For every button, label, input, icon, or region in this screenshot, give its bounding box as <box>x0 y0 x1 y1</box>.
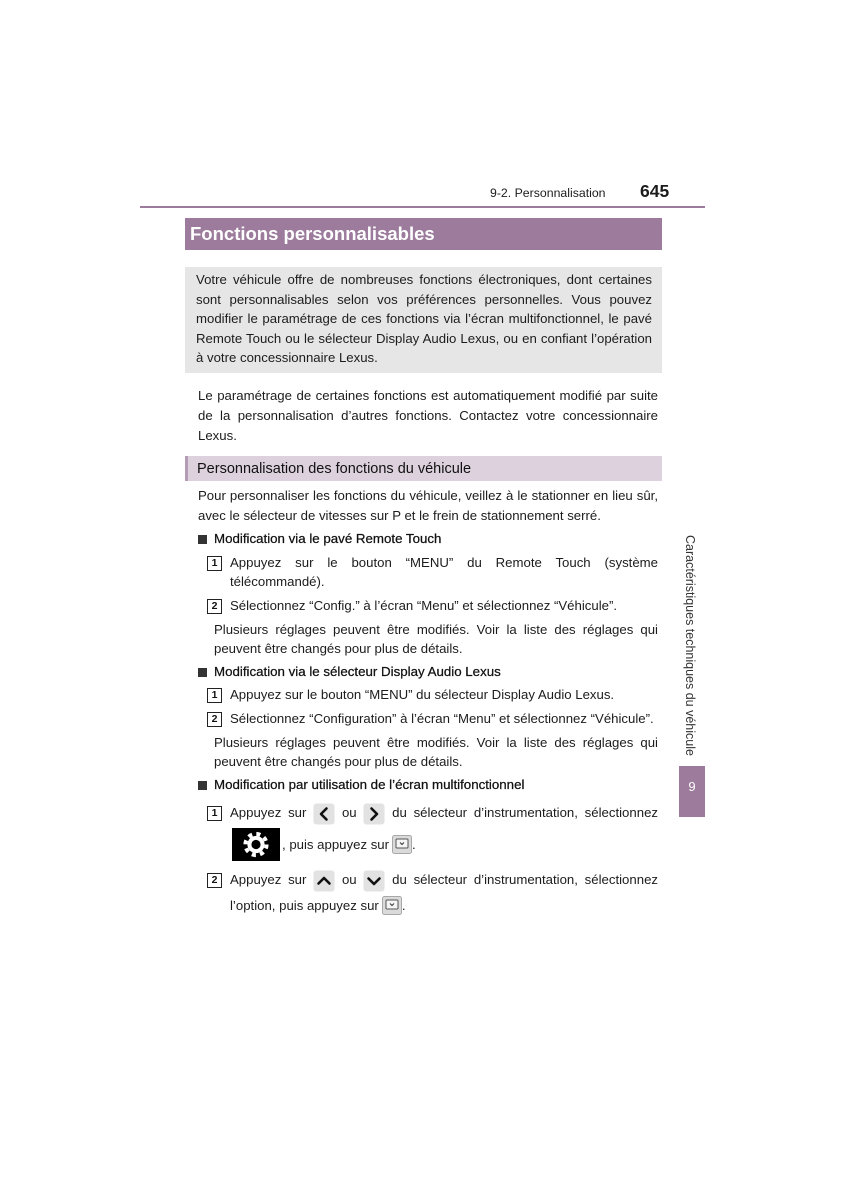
step-text: Sélectionnez “Configuration” à l’écran “Menu” et sélectionnez “Véhicule”. <box>230 711 654 726</box>
step-text <box>230 800 658 826</box>
note-line: Lexus. <box>198 428 237 443</box>
prerequisite-line: avec le sélecteur de vitesses sur P et le frein de stationnement serré. <box>198 508 601 523</box>
step-text-part: , puis appuyez sur <box>282 837 390 852</box>
method-note: peuvent être changés pour plus de détails. <box>214 754 463 769</box>
step-number: 2 <box>207 599 222 614</box>
method-heading: Modification par utilisation de l’écran multifonctionnel <box>214 777 525 792</box>
step-text: télécommandé). <box>230 574 325 589</box>
method-note: Plusieurs réglages peuvent être modifiés. Voir la liste des réglages qui <box>214 735 658 750</box>
section-title-bar <box>185 218 662 250</box>
step-continuation <box>230 894 406 916</box>
step-continuation <box>232 828 416 861</box>
bullet-square-icon <box>198 781 207 790</box>
chapter-tab <box>679 766 705 817</box>
step-text-part: Appuyez sur <box>230 872 307 887</box>
step-text-part: ou <box>341 805 357 820</box>
page-number: 645 <box>640 181 670 201</box>
chevron-down-icon <box>363 870 385 892</box>
step-number: 1 <box>207 688 222 703</box>
chevron-right-icon <box>363 803 385 825</box>
section-title: Fonctions personnalisables <box>190 223 435 244</box>
bullet-square-icon <box>198 668 207 677</box>
intro-line: Remote Touch ou le sélecteur Display Audio Lexus, ou en confiant l’opération <box>196 330 652 346</box>
chapter-number: 9 <box>688 779 696 794</box>
chevron-up-icon <box>313 870 335 892</box>
bullet-square-icon <box>198 535 207 544</box>
step-text-part: l’option, puis appuyez sur <box>230 897 379 913</box>
enter-button-icon <box>382 896 402 915</box>
step-number: 1 <box>207 556 222 571</box>
method-heading: Modification via le sélecteur Display Audio Lexus <box>214 664 501 679</box>
step-text: Appuyez sur le bouton “MENU” du sélecteur Display Audio Lexus. <box>230 687 615 702</box>
step-number: 2 <box>207 712 222 727</box>
step-text <box>230 867 658 893</box>
note-line: Le paramétrage de certaines fonctions est automatiquement modifié par suite <box>198 388 658 403</box>
header-rule <box>140 206 705 208</box>
step-number: 2 <box>207 873 222 888</box>
step-number: 1 <box>207 806 222 821</box>
note-line: de la personnalisation d’autres fonctions. Contactez votre concessionnaire <box>198 408 658 423</box>
step-text-part: . <box>401 897 406 913</box>
subheading: Personnalisation des fonctions du véhicule <box>197 461 472 477</box>
step-text-part: du sélecteur d’instrumentation, sélectionnez <box>392 805 658 820</box>
intro-line: à votre concessionnaire Lexus. <box>196 350 378 365</box>
step-text-part: ou <box>341 872 357 887</box>
step-text: Sélectionnez “Config.” à l’écran “Menu” et sélectionnez “Véhicule”. <box>230 598 618 613</box>
step-text-part: Appuyez sur <box>230 805 307 820</box>
chevron-left-icon <box>313 803 335 825</box>
intro-line: modifier le paramétrage de ces fonctions via l’écran multifonctionnel, le pavé <box>196 311 652 326</box>
enter-button-icon <box>392 835 412 854</box>
intro-line: sont personnalisables selon vos préférences personnelles. Vous pouvez <box>196 291 652 307</box>
method-heading: Modification via le pavé Remote Touch <box>214 531 442 546</box>
step-text-part: . <box>412 837 416 852</box>
chapter-title-vertical: Caractéristiques techniques du véhicule <box>683 535 697 756</box>
settings-gear-icon <box>232 828 280 861</box>
running-header-section: 9-2. Personnalisation <box>490 186 606 200</box>
intro-line: Votre véhicule offre de nombreuses fonctions électroniques, dont certaines <box>196 272 652 287</box>
step-text-part: du sélecteur d’instrumentation, sélectionnez <box>392 872 658 887</box>
method-note: peuvent être changés pour plus de détails. <box>214 641 463 656</box>
prerequisite-line: Pour personnaliser les fonctions du véhicule, veillez à le stationner en lieu sûr, <box>198 488 658 503</box>
step-text: Appuyez sur le bouton “MENU” du Remote Touch (système <box>230 555 658 570</box>
method-note: Plusieurs réglages peuvent être modifiés. Voir la liste des réglages qui <box>214 622 658 637</box>
